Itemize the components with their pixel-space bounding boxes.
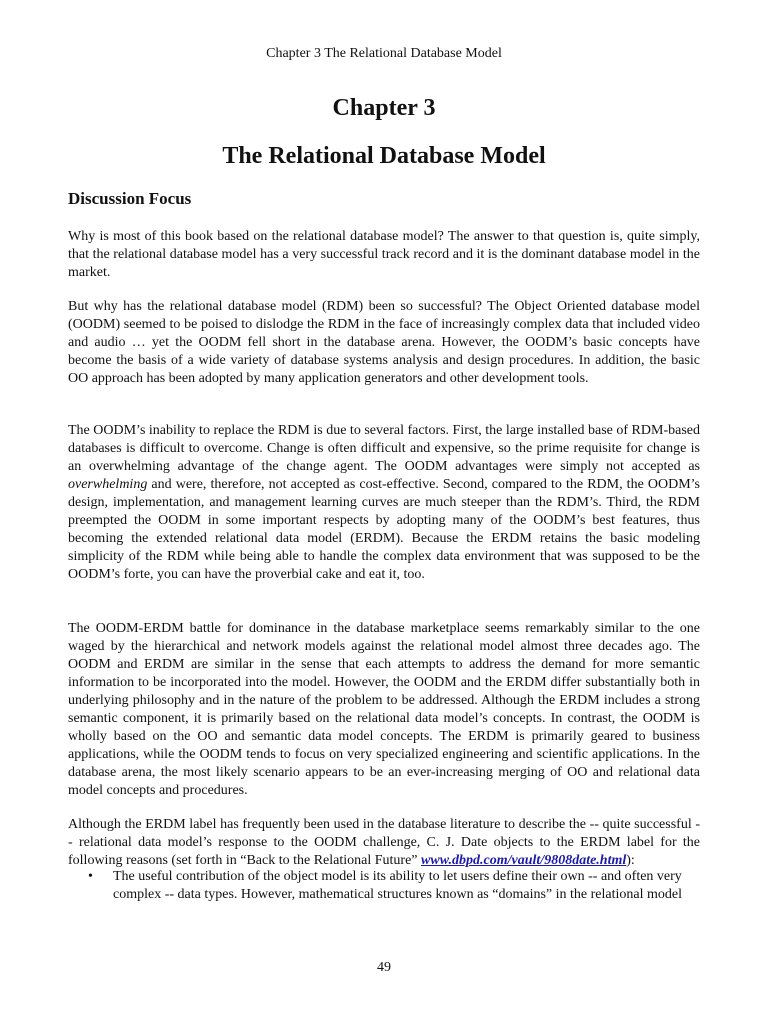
paragraph-5-text-a: Although the ERDM label has frequently been used in the database literature to describe the -- quite successful -- relational data model’s response to the OODM challenge, C. J. Date objects to the ERDM label for the following reasons (set forth in “Back to the Relational Future” [68, 817, 700, 868]
paragraph-3-text-b: and were, therefore, not accepted as cost-effective. Second, compared to the RDM, the OODM’s design, implementation, and management learning curves are much steeper than the RDM’s. Third, the RDM preempted the OODM in some important respects by adopting many of the OODM’s best features, thus becoming the extended relational data model (ERDM). Because the ERDM retains the basic modeling simplicity of the RDM while being able to handle the complex data environment that was supposed to be the OODM’s forte, you can have the proverbial cake and eat it, too. [68, 477, 700, 582]
paragraph-4: The OODM-ERDM battle for dominance in the database marketplace seems remarkably similar to the one waged by the hierarchical and network models against the relational model almost three decades ago. The OODM and ERDM are similar in the sense that each attempts to address the demand for more semantic information to be incorporated into the model. However, the OODM and the ERDM differ substantially both in underlying philosophy and in the nature of the problem to be addressed. Although the ERDM includes a strong semantic component, it is primarily based on the relational data model’s concepts. In contrast, the OODM is wholly based on the OO and semantic data model concepts. The ERDM is primarily geared to business applications, while the OODM tends to focus on very specialized engineering and scientific applications. In the database arena, the most likely scenario appears to be an ever-increasing merging of OO and relational data model concepts and procedures. [68, 621, 700, 798]
bullet-list [68, 868, 700, 904]
paragraph-2: But why has the relational database model (RDM) been so successful? The Object Oriented database model (OODM) seemed to be poised to dislodge the RDM in the face of increasingly complex data that included video and audio … yet the OODM fell short in the database arena. However, the OODM’s basic concepts have become the basis of a wide variety of database systems analysis and design procedures. In addition, the basic OO approach has been adopted by many application generators and other development tools. [68, 299, 700, 386]
page-number: 49 [377, 960, 391, 975]
chapter-title: The Relational Database Model [222, 143, 546, 169]
paragraph-3 [68, 422, 700, 584]
paragraph-5-text-b: ): [626, 853, 635, 868]
section-heading: Discussion Focus [68, 189, 192, 208]
running-header: Chapter 3 The Relational Database Model [266, 46, 502, 61]
list-item [68, 868, 700, 904]
bullet-icon: • [88, 869, 93, 884]
paragraph-5 [68, 816, 700, 870]
list-item-text: The useful contribution of the object model is its ability to let users define their own -- and often very complex -- data types. However, mathematical structures known as “domains” in the relational model [113, 869, 682, 902]
paragraph-3-emphasis: overwhelming [68, 477, 148, 492]
chapter-number: Chapter 3 [332, 95, 436, 121]
paragraph-1: Why is most of this book based on the relational database model? The answer to that question is, quite simply, that the relational database model has a very successful track record and it is the dominant database model in the market. [68, 229, 700, 280]
reference-link[interactable]: www.dbpd.com/vault/9808date.html [421, 853, 627, 868]
paragraph-3-text-a: The OODM’s inability to replace the RDM is due to several factors. First, the large installed base of RDM-based databases is difficult to overcome. Change is often difficult and expensive, so the prime requisite for change is an overwhelming advantage of the change agent. The OODM advantages were simply not accepted as [68, 423, 700, 474]
